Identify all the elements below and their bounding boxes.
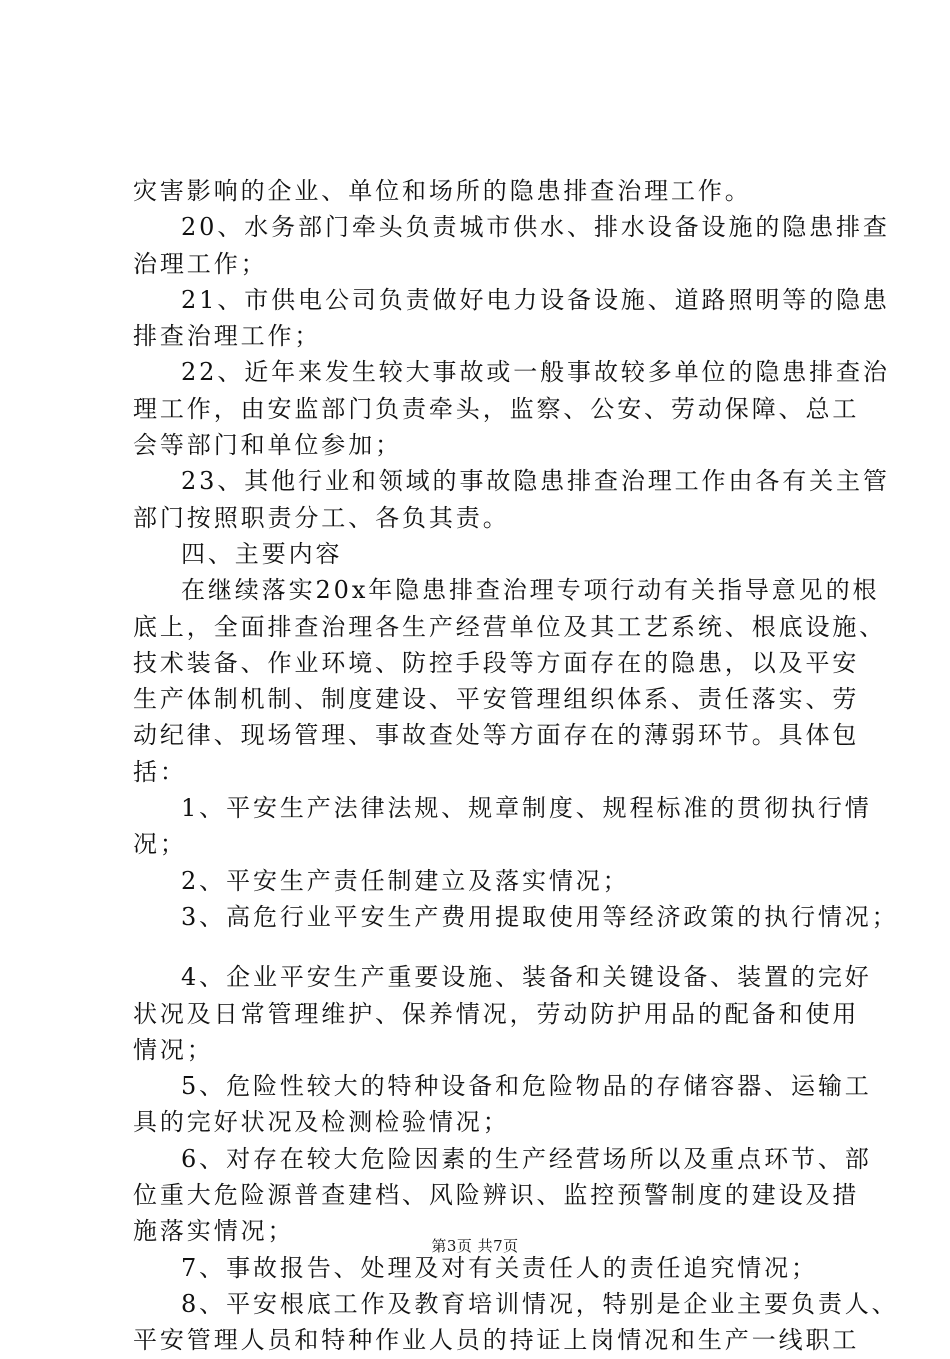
paragraph-line: 治理工作； [133,249,268,278]
paragraph-line: 部门按照职责分工、各负其责。 [133,503,510,532]
paragraph-line: 5、危险性较大的特种设备和危险物品的存储容器、运输工 [181,1072,872,1101]
paragraph-line: 况； [133,830,187,859]
paragraph-line: 括： [133,757,187,786]
page-footer [0,1236,950,1256]
paragraph-line: 底上，全面排查治理各生产经营单位及其工艺系统、根底设施、 [133,612,887,641]
page-number-label: 第3页 共7页 [431,1237,519,1255]
paragraph-line: 动纪律、现场管理、事故查处等方面存在的薄弱环节。具体包 [133,721,860,750]
paragraph-line: 状况及日常管理维护、保养情况，劳动防护用品的配备和使用 [133,999,860,1028]
paragraph-line: 22、近年来发生较大事故或一般事故较多单位的隐患排查治 [181,358,890,387]
paragraph-line: 23、其他行业和领域的事故隐患排查治理工作由各有关主管 [181,467,890,496]
paragraph-line: 20、水务部门牵头负责城市供水、排水设备设施的隐患排查 [181,213,890,242]
section-heading: 四、主要内容 [181,539,343,568]
paragraph-line: 4、企业平安生产重要设施、装备和关键设备、装置的完好 [181,963,872,992]
paragraph-line: 理工作，由安监部门负责牵头，监察、公安、劳动保障、总工 [133,394,860,423]
paragraph-line: 平安管理人员和特种作业人员的持证上岗情况和生产一线职工 [133,1326,860,1355]
paragraph-line: 位重大危险源普查建档、风险辨识、监控预警制度的建设及措 [133,1181,860,1210]
paragraph-line: 技术装备、作业环境、防控手段等方面存在的隐患，以及平安 [133,648,860,677]
paragraph-line: 施落实情况； [133,1217,295,1246]
paragraph-line: 排查治理工作； [133,322,322,351]
paragraph-line: 情况； [133,1035,214,1064]
paragraph-line: 7、事故报告、处理及对有关责任人的责任追究情况； [181,1253,818,1282]
paragraph-line: 会等部门和单位参加； [133,431,402,460]
paragraph-line: 2、平安生产责任制建立及落实情况； [181,866,630,895]
paragraph-line: 在继续落实20x年隐患排查治理专项行动有关指导意见的根 [181,576,880,605]
paragraph-line: 6、对存在较大危险因素的生产经营场所以及重点环节、部 [181,1144,872,1173]
paragraph-line: 灾害影响的企业、单位和场所的隐患排查治理工作。 [133,177,752,205]
paragraph-line: 1、平安生产法律法规、规章制度、规程标准的贯彻执行情 [181,794,872,823]
paragraph-gap [133,935,838,959]
paragraph-line: 具的完好状况及检测检验情况； [133,1108,510,1137]
paragraph-line: 8、平安根底工作及教育培训情况，特别是企业主要负责人、 [181,1289,899,1318]
paragraph-line: 21、市供电公司负责做好电力设备设施、道路照明等的隐患 [181,285,890,314]
document-body [133,173,899,1359]
paragraph-line: 生产体制机制、制度建设、平安管理组织体系、责任落实、劳 [133,685,860,714]
paragraph-line: 3、高危行业平安生产费用提取使用等经济政策的执行情况； [181,902,899,931]
